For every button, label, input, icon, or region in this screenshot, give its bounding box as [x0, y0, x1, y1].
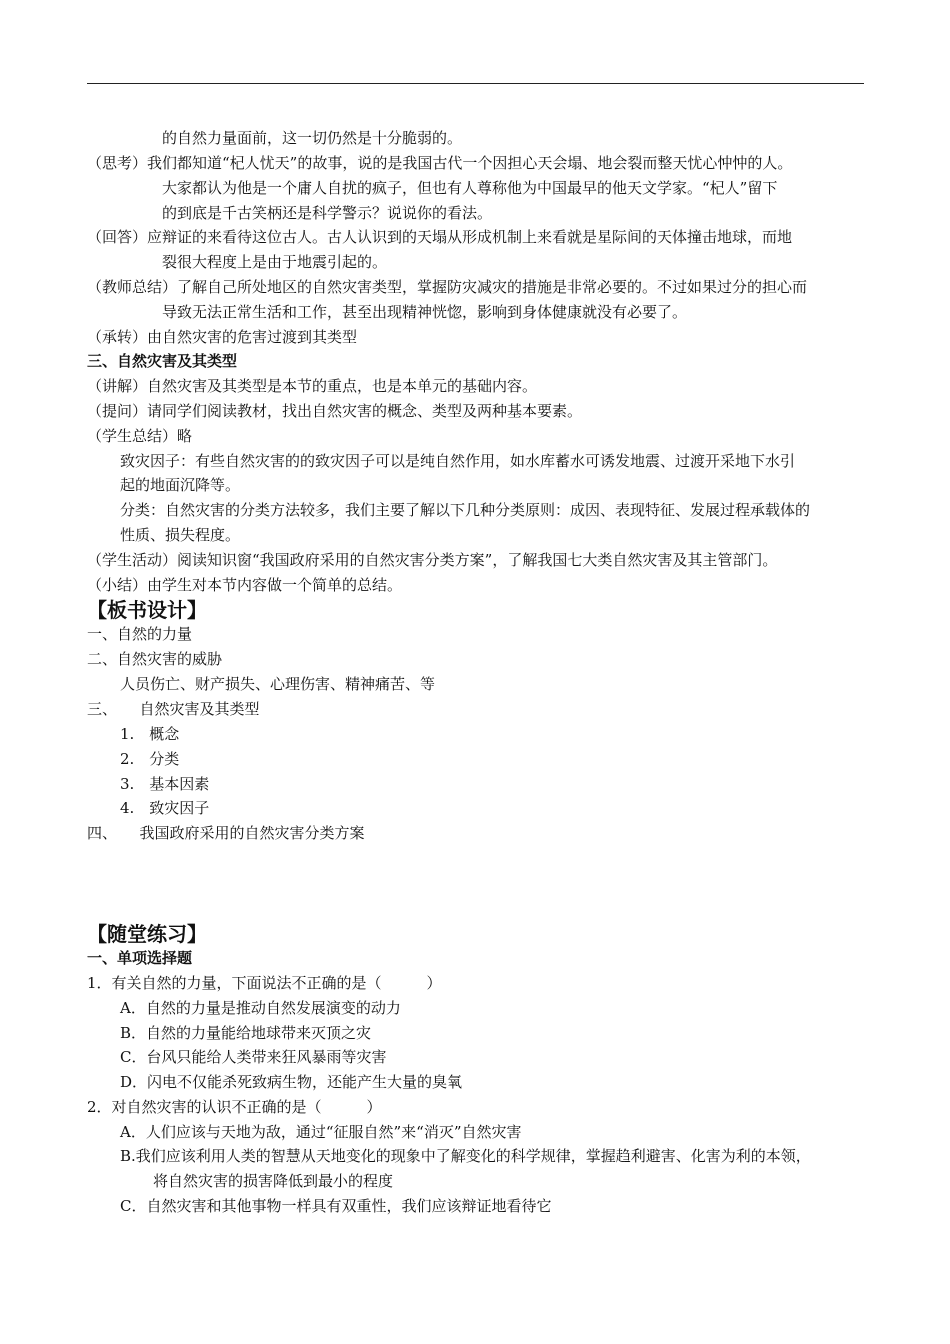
text-line: 分类：自然灾害的分类方法较多，我们主要了解以下几种分类原则：成因、表现特征、发展过程承载体的 — [120, 501, 811, 519]
text-line: （学生活动）阅读知识窗“我国政府采用的自然灾害分类方案”，了解我国七大类自然灾害及其主管部门。 — [87, 551, 778, 569]
text-line: （承转）由自然灾害的危害过渡到其类型 — [87, 328, 358, 346]
board-subitem: 1. 概念 — [120, 725, 180, 743]
text-line: （教师总结）了解自己所处地区的自然灾害类型，掌握防灾减灾的措施是非常必要的。不过如果过分的担心而 — [87, 278, 808, 296]
board-design-heading: 【板书设计】 — [87, 598, 207, 622]
option: B．自然的力量能给地球带来灭顶之灾 — [120, 1024, 372, 1042]
exercise-subheading: 一、单项选择题 — [87, 949, 193, 967]
board-item: 三、 自然灾害及其类型 — [87, 700, 260, 718]
option: 将自然灾害的损害降低到最小的程度 — [153, 1172, 394, 1190]
question: 1．有关自然的力量，下面说法不正确的是（ ） — [87, 974, 442, 992]
text-line: 导致无法正常生活和工作，甚至出现精神恍惚，影响到身体健康就没有必要了。 — [162, 303, 688, 321]
board-subitem: 2. 分类 — [120, 750, 180, 768]
option: C．台风只能给人类带来狂风暴雨等灾害 — [120, 1048, 387, 1066]
text-line: 起的地面沉降等。 — [120, 476, 241, 494]
option: C．自然灾害和其他事物一样具有双重性，我们应该辩证地看待它 — [120, 1197, 552, 1215]
option: A．自然的力量是推动自然发展演变的动力 — [120, 999, 401, 1017]
text-line: （回答）应辩证的来看待这位古人。古人认识到的天塌从形成机制上来看就是星际间的天体撞击地球，而地 — [87, 228, 793, 246]
text-line: （提问）请同学们阅读教材，找出自然灾害的概念、类型及两种基本要素。 — [87, 402, 583, 420]
text-line: 裂很大程度上是由于地震引起的。 — [162, 253, 388, 271]
text-line: （学生总结）略 — [87, 427, 193, 445]
option: A．人们应该与天地为敌，通过“征服自然”来“消灭”自然灾害 — [120, 1123, 522, 1141]
header-rule — [87, 83, 864, 84]
text-line: 性质、损失程度。 — [120, 526, 241, 544]
option: B.我们应该利用人类的智慧从天地变化的现象中了解变化的科学规律，掌握趋利避害、化害为利的本领， — [120, 1147, 811, 1165]
board-subitem: 4. 致灾因子 — [120, 799, 210, 817]
text-line: 致灾因子：有些自然灾害的的致灾因子可以是纯自然作用，如水库蓄水可诱发地震、过渡开采地下水引 — [120, 452, 796, 470]
text-line: 的到底是千古笑柄还是科学警示？说说你的看法。 — [162, 204, 493, 222]
text-line: （思考）我们都知道“杞人忧天”的故事，说的是我国古代一个因担心天会塌、地会裂而整天忧心忡忡的人。 — [87, 154, 793, 172]
text-line: 大家都认为他是一个庸人自扰的疯子，但也有人尊称他为中国最早的他天文学家。“杞人”留下 — [162, 179, 778, 197]
board-item: 四、 我国政府采用的自然灾害分类方案 — [87, 824, 365, 842]
section-heading: 三、自然灾害及其类型 — [87, 352, 238, 370]
board-item: 一、自然的力量 — [87, 625, 193, 643]
text-line: 的自然力量面前，这一切仍然是十分脆弱的。 — [162, 129, 463, 147]
text-line: （讲解）自然灾害及其类型是本节的重点，也是本单元的基础内容。 — [87, 377, 538, 395]
question: 2．对自然灾害的认识不正确的是（ ） — [87, 1098, 382, 1116]
exercise-heading: 【随堂练习】 — [87, 922, 207, 946]
option: D．闪电不仅能杀死致病生物，还能产生大量的臭氧 — [120, 1073, 463, 1091]
text-line: （小结）由学生对本节内容做一个简单的总结。 — [87, 576, 403, 594]
board-item: 二、自然灾害的威胁 — [87, 650, 223, 668]
board-item: 人员伤亡、财产损失、心理伤害、精神痛苦、等 — [120, 675, 436, 693]
board-subitem: 3. 基本因素 — [120, 775, 210, 793]
